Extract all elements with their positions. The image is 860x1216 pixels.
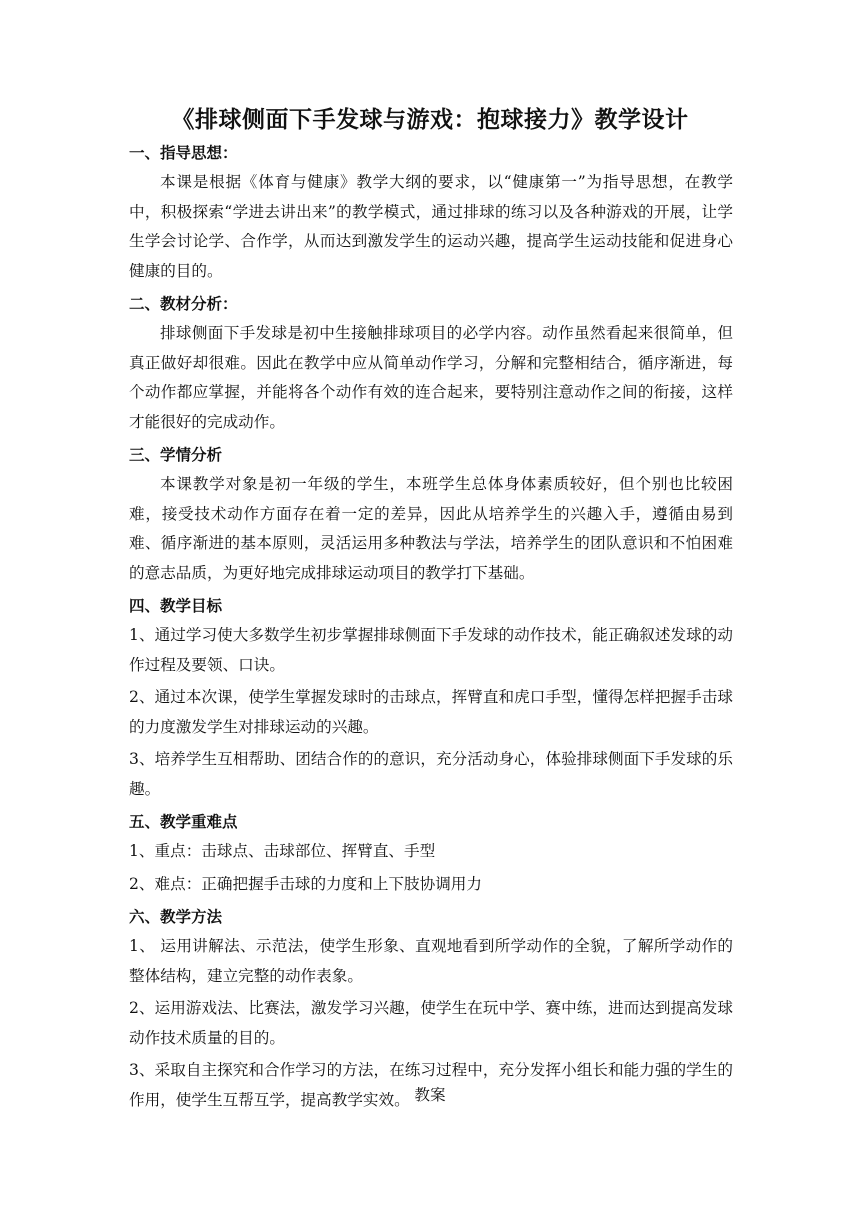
section-key-points <box>129 807 733 902</box>
list-item: 1、重点：击球点、击球部位、挥臂直、手型 <box>129 842 436 860</box>
section-heading: 二、教材分析： <box>129 295 238 313</box>
section-guiding-ideology <box>129 138 733 289</box>
list-item: 2、通过本次课，使学生掌握发球时的击球点，挥臂直和虎口手型，懂得怎样把握手击球的力度激发学生对排球运动的兴趣。 <box>129 688 733 736</box>
list-item: 1、通过学习使大多数学生初步掌握排球侧面下手发球的动作技术，能正确叙述发球的动作过程及要领、口诀。 <box>129 626 733 674</box>
list-item: 2、运用游戏法、比赛法，激发学习兴趣，使学生在玩中学、赛中练，进而达到提高发球动作技术质量的目的。 <box>129 999 733 1047</box>
section-heading: 一、指导思想： <box>129 144 238 162</box>
section-heading: 三、学情分析 <box>129 446 223 464</box>
section-student-analysis <box>129 440 733 591</box>
lesson-plan-label: 教案 <box>414 1086 446 1104</box>
section-heading: 五、教学重难点 <box>129 813 238 831</box>
section-heading: 四、教学目标 <box>129 597 223 615</box>
list-item: 1、 运用讲解法、示范法，使学生形象、直观地看到所学动作的全貌，了解所学动作的整体结构，建立完整的动作表象。 <box>129 937 733 985</box>
document-body <box>129 138 733 1118</box>
section-heading: 六、教学方法 <box>129 908 223 926</box>
list-item: 3、采取自主探究和合作学习的方法，在练习过程中，充分发挥小组长和能力强的学生的作用，使学生互帮互学，提高教学实效。 <box>129 1061 733 1109</box>
document-title: 《排球侧面下手发球与游戏：抱球接力》教学设计 <box>171 107 689 133</box>
section-teaching-objectives <box>129 591 733 807</box>
section-paragraph: 本课教学对象是初一年级的学生，本班学生总体身体素质较好，但个别也比较困难，接受技术动作方面存在着一定的差异，因此从培养学生的兴趣入手，遵循由易到难、循序渐进的基本原则，灵活运用多种教法与学法，培养学生的团队意识和不怕困难的意志品质，为更好地完成排球运动项目的教学打下基础。 <box>129 475 733 582</box>
section-material-analysis <box>129 289 733 440</box>
list-item: 2、难点：正确把握手击球的力度和上下肢协调用力 <box>129 874 482 893</box>
section-paragraph: 排球侧面下手发球是初中生接触排球项目的必学内容。动作虽然看起来很简单，但真正做好却很难。因此在教学中应从简单动作学习，分解和完整相结合，循序渐进，每个动作都应掌握，并能将各个动作有效的连合起来，要特别注意动作之间的衔接，这样才能很好的完成动作。 <box>129 324 733 431</box>
list-item: 3、培养学生互相帮助、团结合作的的意识，充分活动身心，体验排球侧面下手发球的乐趣。 <box>129 750 733 798</box>
section-paragraph: 本课是根据《体育与健康》教学大纲的要求，以“健康第一”为指导思想，在教学中，积极探索“学进去讲出来”的教学模式，通过排球的练习以及各种游戏的开展，让学生学会讨论学、合作学，从而达到激发学生的运动兴趣，提高学生运动技能和促进身心健康的目的。 <box>129 173 733 280</box>
